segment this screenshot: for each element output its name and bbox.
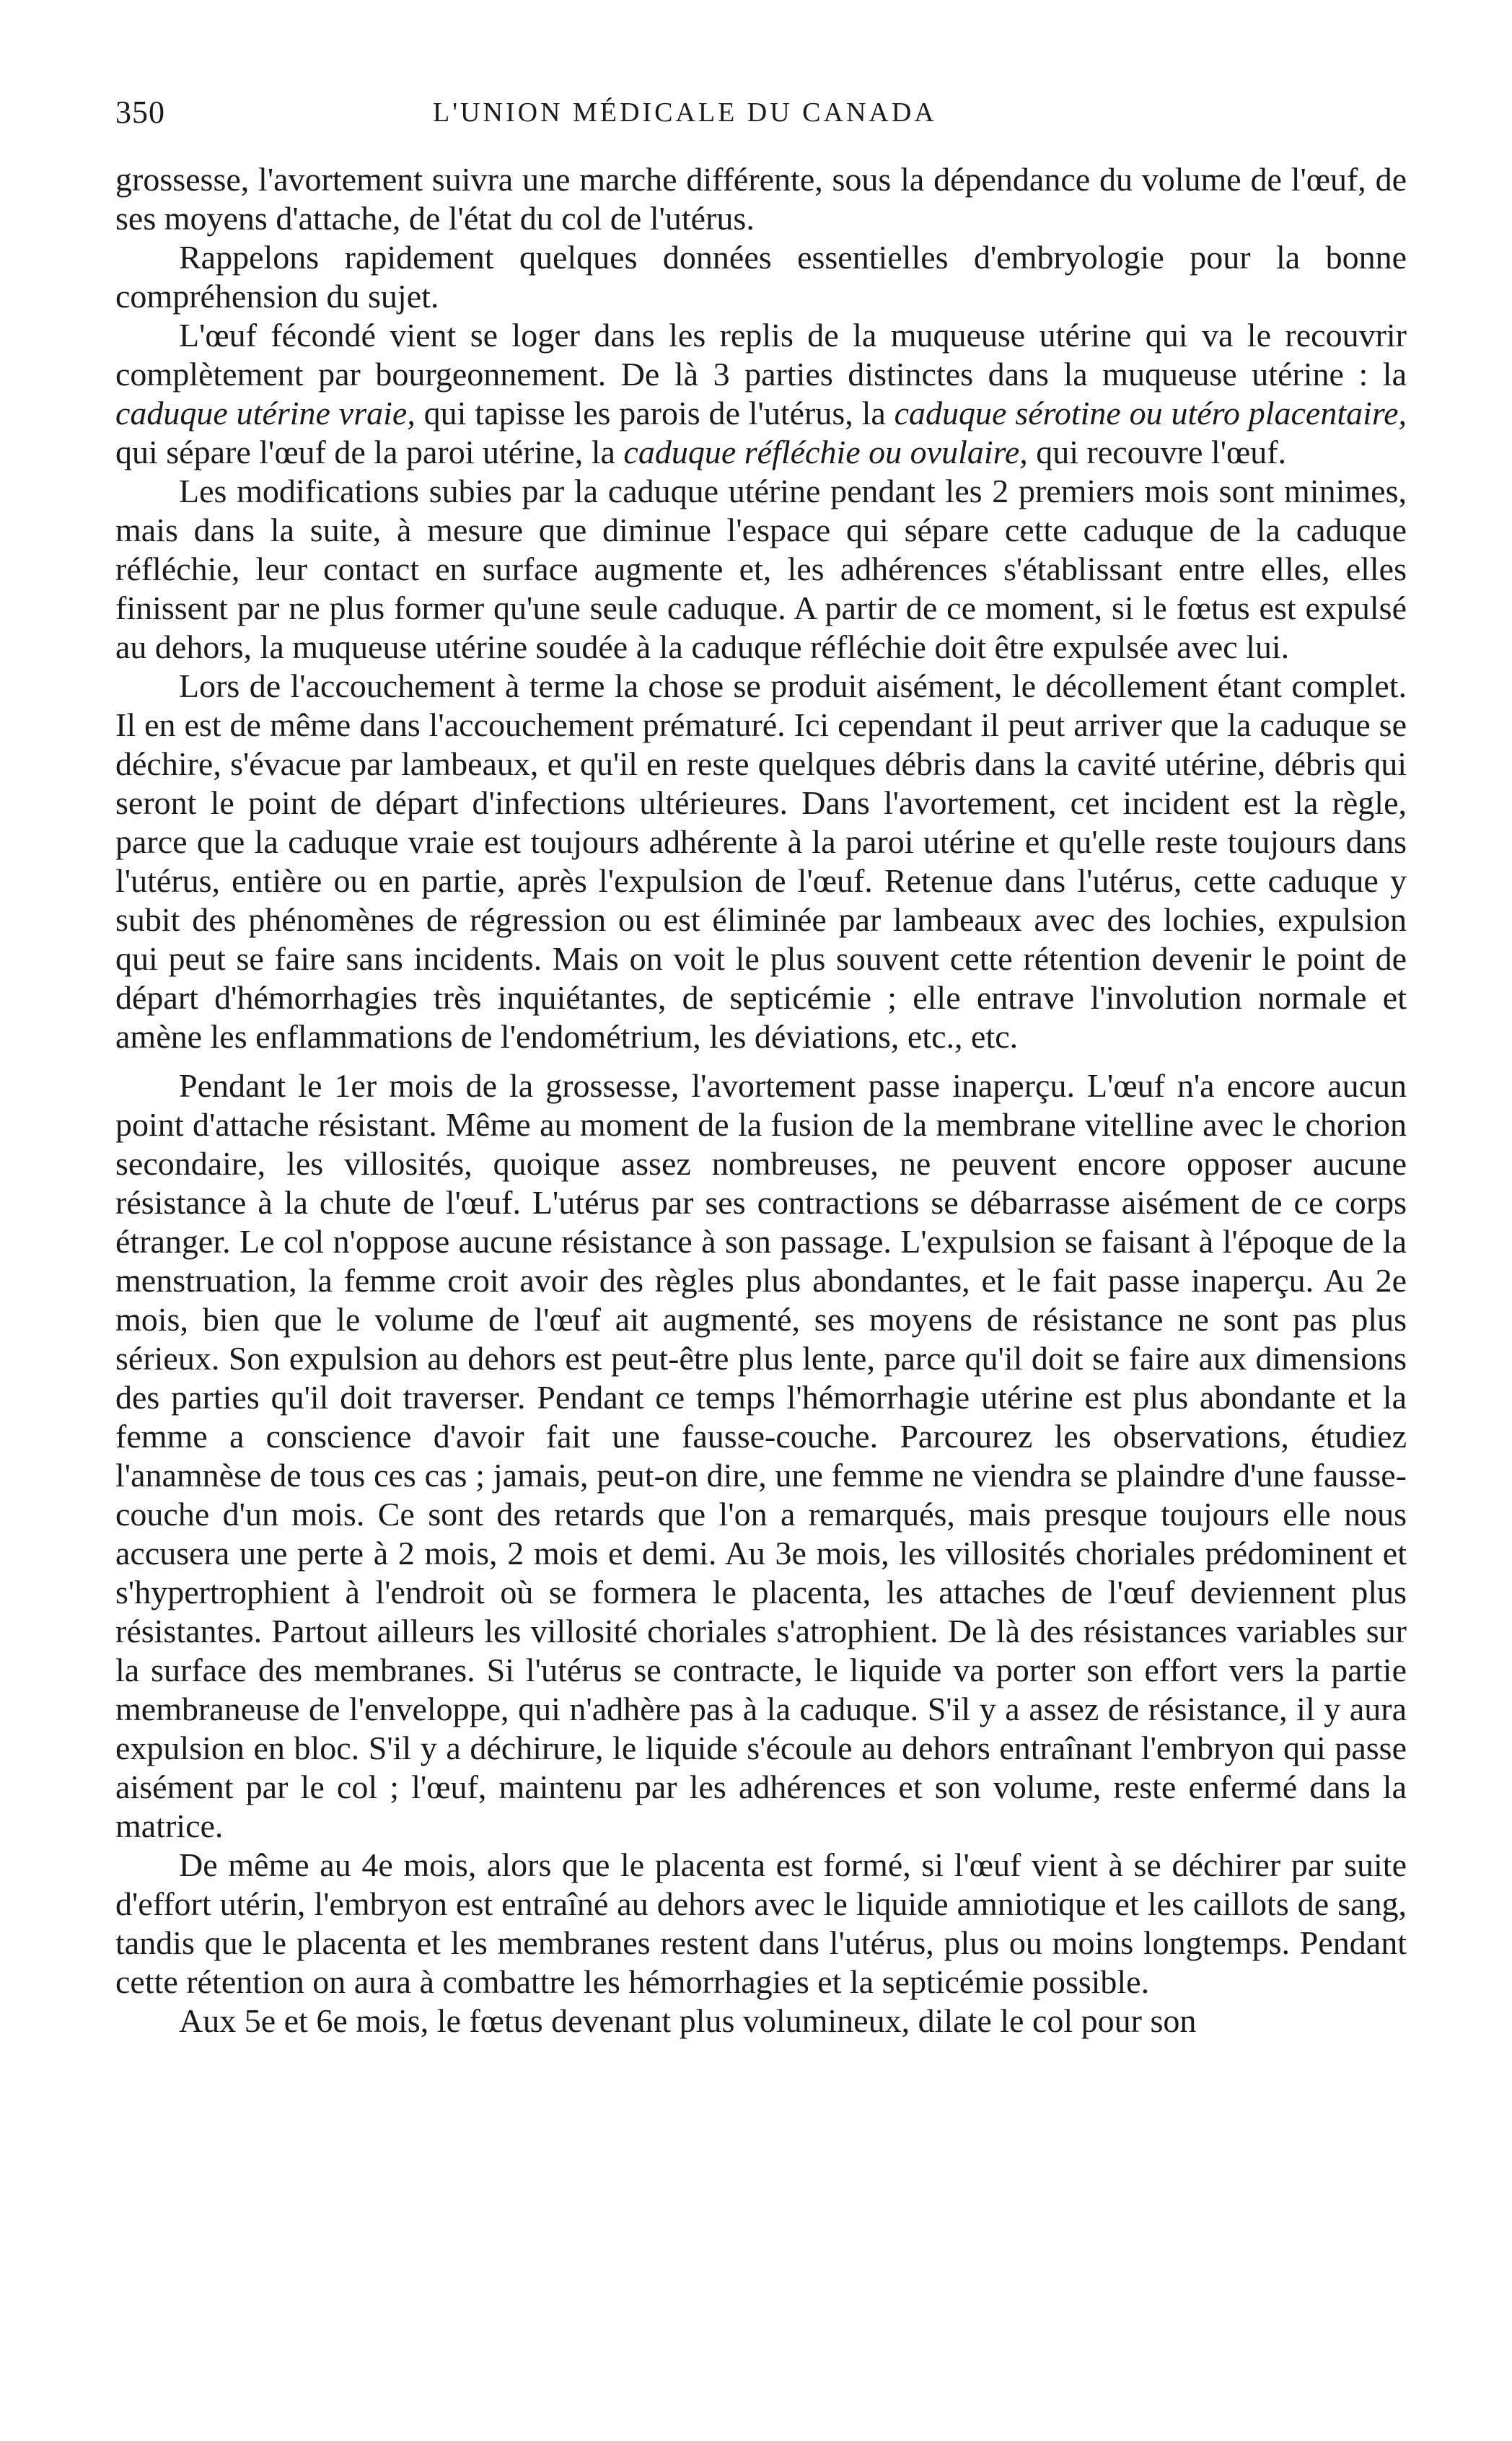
paragraph	[115, 316, 1407, 472]
italic-term: caduque réfléchie ou ovulaire,	[623, 434, 1028, 470]
paragraph	[115, 1846, 1407, 2002]
article-body	[115, 160, 1407, 2041]
paragraph-text: Aux 5e et 6e mois, le fœtus devenant plus volumineux, dilate le col pour son	[179, 2002, 1197, 2039]
document-page	[115, 94, 1407, 2041]
page-number: 350	[115, 95, 165, 130]
paragraph-text: Rappelons rapidement quelques données essentielles d'embryologie pour la bonne compréhension du sujet.	[115, 239, 1407, 315]
italic-term: caduque utérine vraie,	[115, 395, 416, 431]
paragraph-text: L'œuf fécondé vient se loger dans les replis de la muqueuse utérine qui va le recouvrir complètement par bourgeonnement. De là 3 parties distinctes dans la muqueuse utérine : la	[115, 317, 1407, 393]
paragraph-text: grossesse, l'avortement suivra une marche différente, sous la dépendance du volume de l'œuf, de ses moyens d'attache, de l'état du col de l'utérus.	[115, 161, 1407, 237]
italic-term: caduque sérotine ou utéro placentaire,	[894, 395, 1407, 431]
paragraph-text: qui tapisse les parois de l'utérus, la	[415, 395, 895, 431]
paragraph-text: Les modifications subies par la caduque utérine pendant les 2 premiers mois sont minimes, mais dans la suite, à mesure que diminue l'espace qui sépare cette caduque de la caduque réfléchie, leur contact en surface augmente et, les adhérences s'établissant entre elles, elles finissent par ne plus former qu'une seule caduque. A partir de ce moment, si le fœtus est expulsé au dehors, la muqueuse utérine soudée à la caduque réfléchie doit être expulsée avec lui.	[115, 473, 1407, 665]
paragraph-text: qui sépare l'œuf de la paroi utérine, la	[115, 434, 624, 470]
paragraph-text: Pendant le 1er mois de la grossesse, l'avortement passe inaperçu. L'œuf n'a encore aucun point d'attache résistant. Même au moment de la fusion de la membrane vitelline avec le chorion secondaire, les villosités, quoique assez nombreuses, ne peuvent encore opposer aucune résistance à la chute de l'œuf. L'utérus par ses contractions se débarrasse aisément de ce corps étranger. Le col n'oppose aucune résistance à son passage. L'expulsion se faisant à l'époque de la menstruation, la femme croit avoir des règles plus abondantes, et le fait passe inaperçu. Au 2e mois, bien que le volume de l'œuf ait augmenté, ses moyens de résistance ne sont pas plus sérieux. Son expulsion au dehors est peut-être plus lente, parce qu'il doit se faire aux dimensions des parties qu'il doit traverser. Pendant ce temps l'hémorrhagie utérine est plus abondante et la femme a conscience d'avoir fait une fausse-couche. Parcourez les observations, étudiez l'anamnèse de tous ces cas ; jamais, peut-on dire, une femme ne viendra se plaindre d'une fausse-couche d'un mois. Ce sont des retards que l'on a remarqués, mais presque toujours elle nous accusera une perte à 2 mois, 2 mois et demi. Au 3e mois, les villosités choriales prédominent et s'hypertrophient à l'endroit où se formera le placenta, les attaches de l'œuf deviennent plus résistantes. Partout ailleurs les villosité choriales s'atrophient. De là des résistances variables sur la surface des membranes. Si l'utérus se contracte, le liquide va porter son effort vers la partie membraneuse de l'enveloppe, qui n'adhère pas à la caduque. S'il y a assez de résistance, il y aura expulsion en bloc. S'il y a déchirure, le liquide s'écoule au dehors entraînant l'embryon qui passe aisément par le col ; l'œuf, maintenu par les adhérences et son volume, reste enfermé dans la matrice.	[115, 1067, 1407, 1844]
paragraph	[115, 667, 1407, 1056]
paragraph	[115, 160, 1407, 238]
running-title: L'UNION MÉDICALE DU CANADA	[433, 97, 937, 128]
paragraph	[115, 1066, 1407, 1846]
paragraph	[115, 2002, 1407, 2041]
paragraph	[115, 472, 1407, 667]
paragraph-text: qui recouvre l'œuf.	[1027, 434, 1287, 470]
page-header	[115, 94, 1407, 160]
paragraph	[115, 238, 1407, 316]
paragraph-text: Lors de l'accouchement à terme la chose se produit aisément, le décollement étant complet. Il en est de même dans l'accouchement prématuré. Ici cependant il peut arriver que la caduque se déchire, s'évacue par lambeaux, et qu'il en reste quelques débris dans la cavité utérine, débris qui seront le point de départ d'infections ultérieures. Dans l'avortement, cet incident est la règle, parce que la caduque vraie est toujours adhérente à la paroi utérine et qu'elle reste toujours dans l'utérus, entière ou en partie, après l'expulsion de l'œuf. Retenue dans l'utérus, cette caduque y subit des phénomènes de régression ou est éliminée par lambeaux avec des lochies, expulsion qui peut se faire sans incidents. Mais on voit le plus souvent cette rétention devenir le point de départ d'hémorrhagies très inquiétantes, de septicémie ; elle entrave l'involution normale et amène les enflammations de l'endométrium, les déviations, etc., etc.	[115, 667, 1407, 1055]
paragraph-text: De même au 4e mois, alors que le placenta est formé, si l'œuf vient à se déchirer par suite d'effort utérin, l'embryon est entraîné au dehors avec le liquide amniotique et les caillots de sang, tandis que le placenta et les membranes restent dans l'utérus, plus ou moins longtemps. Pendant cette rétention on aura à combattre les hémorrhagies et la septicémie possible.	[115, 1846, 1407, 2000]
